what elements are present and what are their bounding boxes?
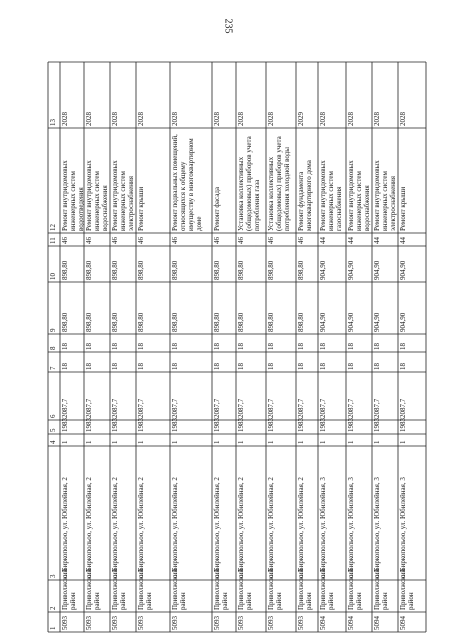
table-cell: 2087,7 — [347, 398, 355, 418]
table-cell: с. Биркопольоо, ул. Юбилейная, 2 — [237, 477, 245, 578]
table-cell: 1 — [137, 440, 145, 444]
table-cell: Установка коллективных (общедомовых) приборов учета потребления газа — [237, 136, 261, 231]
table-cell: 898,80 — [267, 312, 275, 332]
table-cell: 904,90 — [347, 312, 355, 332]
table-cell: 5093 — [267, 616, 275, 630]
table-cell: 1 — [267, 440, 275, 444]
column-header-3: 3 — [49, 574, 57, 578]
table-cell: 5093 — [61, 616, 69, 630]
table-cell: с. Биркопольоо, ул. Юбилейная, 2 — [111, 477, 119, 578]
table-cell: 904,90 — [319, 312, 327, 332]
table-cell: Приволжский район — [237, 568, 253, 610]
table-cell: 1 — [171, 440, 179, 444]
table-cell: 2087,7 — [213, 398, 221, 418]
table-cell: Приволжский район — [171, 568, 187, 610]
table-cell: 18 — [111, 343, 119, 350]
table-cell: 1 — [85, 440, 93, 444]
table-cell: 2087,7 — [267, 398, 275, 418]
column-header-2: 2 — [49, 606, 57, 610]
column-header-9: 9 — [49, 328, 57, 332]
table-cell: 1 — [373, 440, 381, 444]
table-cell: 5093 — [171, 616, 179, 630]
table-cell: Приволжский район — [267, 568, 283, 610]
table-cell: 1983 — [297, 418, 305, 432]
table-cell: 5094 — [319, 616, 327, 630]
table-cell: с. Биркопольоо, ул. Юбилейная, 3 — [373, 477, 381, 578]
column-header-11: 11 — [49, 237, 57, 244]
table-cell: 1 — [237, 440, 245, 444]
table-cell: 1983 — [111, 418, 119, 432]
table-cell: 1983 — [347, 418, 355, 432]
table-cell: 2028 — [237, 112, 245, 126]
table-cell: 2028 — [111, 112, 119, 126]
table-cell: 46 — [237, 237, 245, 244]
table-cell: с. Биркопольоо, ул. Юбилейная, 2 — [213, 477, 221, 578]
table-cell: Ремонт подвальных помещений, относящихся к общему имуществу в многоквартирном доме — [171, 134, 203, 231]
table-cell: Ремонт внутридомовых инженерных систем водоснабжения — [347, 160, 371, 231]
table-cell: 898,80 — [297, 260, 305, 280]
page-number — [218, 6, 238, 46]
table-cell: 898,80 — [267, 260, 275, 280]
table-cell: 18 — [373, 363, 381, 370]
table-cell: 1983 — [85, 418, 93, 432]
table-cell: 898,80 — [111, 312, 119, 332]
table-cell: 18 — [171, 343, 179, 350]
table-cell: 5094 — [347, 616, 355, 630]
table-cell: с. Биркопольоо, ул. Юбилейная, 3 — [319, 477, 327, 578]
table-cell: 18 — [137, 363, 145, 370]
table-cell: 1983 — [267, 418, 275, 432]
column-header-6: 6 — [49, 414, 57, 418]
table-cell: Ремонт внутридомовых инженерных систем электроснабжения — [111, 160, 135, 231]
table-cell: 1983 — [61, 418, 69, 432]
table-cell: 898,80 — [85, 260, 93, 280]
table-cell: 898,80 — [111, 260, 119, 280]
table-cell: 18 — [399, 363, 407, 370]
table-cell: 898,80 — [171, 312, 179, 332]
table-cell: 2087,7 — [373, 398, 381, 418]
table-cell: Ремонт внутридомовых инженерных систем газоснабжения — [319, 160, 343, 231]
table-cell: 2028 — [85, 112, 93, 126]
table-cell: 46 — [213, 237, 221, 244]
table-cell: 46 — [85, 237, 93, 244]
table-cell: 5093 — [213, 616, 221, 630]
table-cell: 18 — [297, 363, 305, 370]
table-cell: 18 — [267, 343, 275, 350]
column-header-12: 12 — [49, 224, 57, 231]
table-cell: 904,90 — [347, 260, 355, 280]
table-cell: 2087,7 — [297, 398, 305, 418]
table-cell: 904,90 — [319, 260, 327, 280]
table-cell: 44 — [319, 237, 327, 244]
table-cell: 2087,7 — [171, 398, 179, 418]
table-cell: 904,90 — [373, 260, 381, 280]
table-cell: 1 — [347, 440, 355, 444]
page-number-text: 235 — [222, 18, 234, 34]
table-cell: 18 — [319, 363, 327, 370]
table-cell: Приволжский район — [297, 568, 313, 610]
table-cell: Приволжский район — [61, 568, 77, 610]
table-cell: Ремонт внутридомовых инженерных систем электроснабжения — [373, 160, 397, 231]
column-header-1: 1 — [49, 626, 57, 630]
table-cell: 904,90 — [399, 260, 407, 280]
table-cell: 1983 — [399, 418, 407, 432]
table-cell: 18 — [213, 363, 221, 370]
table-cell: 898,80 — [213, 312, 221, 332]
table-cell: 2087,7 — [61, 398, 69, 418]
table-cell: с. Биркопольоо, ул. Юбилейная, 2 — [85, 477, 93, 578]
column-header-5: 5 — [49, 428, 57, 432]
table-cell: 18 — [111, 363, 119, 370]
table-cell: 1 — [399, 440, 407, 444]
table-cell: 18 — [297, 343, 305, 350]
table-cell: с. Биркопольоо, ул. Юбилейная, 2 — [137, 477, 145, 578]
column-header-4: 4 — [49, 440, 57, 444]
table-cell: с. Биркопольоо, ул. Юбилейная, 3 — [347, 477, 355, 578]
table-cell: Ремонт фундамента многоквартирного дома — [297, 160, 313, 231]
table-cell: 18 — [237, 363, 245, 370]
table-cell: 18 — [85, 343, 93, 350]
table-cell: Приволжский район — [373, 568, 389, 610]
table-cell: 2087,7 — [137, 398, 145, 418]
table-cell: 18 — [373, 343, 381, 350]
table-cell: 1983 — [319, 418, 327, 432]
table-cell: 1983 — [373, 418, 381, 432]
table-cell: Приволжский район — [347, 568, 363, 610]
table-cell: Ремонт фасада — [213, 186, 221, 231]
table-cell: 18 — [171, 363, 179, 370]
table-cell: 898,80 — [85, 312, 93, 332]
table-cell: 1 — [297, 440, 305, 444]
table-cell: 2087,7 — [111, 398, 119, 418]
table-cell: 46 — [171, 237, 179, 244]
table-cell: 1983 — [213, 418, 221, 432]
table-cell: 5093 — [297, 616, 305, 630]
column-header-8: 8 — [49, 346, 57, 350]
table-cell: 18 — [61, 343, 69, 350]
table-cell: с. Биркопольоо, ул. Юбилейная, 2 — [297, 477, 305, 578]
table-cell: с. Биркопольоо, ул. Юбилейная, 2 — [61, 477, 69, 578]
table-cell: Ремонт крыши — [137, 186, 145, 231]
table-cell: 2028 — [399, 112, 407, 126]
table-cell: 5094 — [399, 616, 407, 630]
table-cell: 18 — [137, 343, 145, 350]
table-cell: 1983 — [237, 418, 245, 432]
table-cell: Приволжский район — [85, 568, 101, 610]
table-cell: 1983 — [137, 418, 145, 432]
table-cell: 18 — [399, 343, 407, 350]
table-cell: 5094 — [373, 616, 381, 630]
table-cell: 46 — [137, 237, 145, 244]
table-cell: 46 — [267, 237, 275, 244]
table-cell: 18 — [61, 363, 69, 370]
table-cell: 18 — [347, 363, 355, 370]
table-cell: 904,90 — [399, 312, 407, 332]
table-cell: 18 — [85, 363, 93, 370]
table-cell: 2028 — [137, 112, 145, 126]
table-cell: 898,80 — [237, 260, 245, 280]
table-cell: 5093 — [137, 616, 145, 630]
table-cell: Ремонт внутридомовых инженерных систем водоснабжения — [85, 160, 109, 231]
column-header-10: 10 — [49, 273, 57, 280]
table-cell: 44 — [399, 237, 407, 244]
table-cell: 2028 — [171, 112, 179, 126]
table-cell: с. Биркопольоо, ул. Юбилейная, 2 — [171, 477, 179, 578]
table-cell: 898,80 — [61, 312, 69, 332]
table-cell: 1983 — [171, 418, 179, 432]
table-cell: 898,80 — [171, 260, 179, 280]
table-cell: Приволжский район — [399, 568, 415, 610]
table-cell: 18 — [213, 343, 221, 350]
table-cell: Установка коллективных (общедомовых) приборов учета потребления холодной воды — [267, 136, 291, 231]
table-cell: Приволжский район — [319, 568, 335, 610]
table-cell: 18 — [237, 343, 245, 350]
table-cell: Ремонт крыши — [399, 186, 407, 231]
table-cell: 2028 — [61, 112, 69, 126]
table-cell: 46 — [297, 237, 305, 244]
table-cell: 2087,7 — [319, 398, 327, 418]
table-cell: 18 — [319, 343, 327, 350]
table-cell: 18 — [267, 363, 275, 370]
table-cell: 2087,7 — [399, 398, 407, 418]
table-cell: 44 — [373, 237, 381, 244]
table-cell: 2087,7 — [237, 398, 245, 418]
column-header-13: 13 — [49, 119, 57, 126]
table-cell: 2028 — [347, 112, 355, 126]
table-cell: 5093 — [85, 616, 93, 630]
table-cell: 2028 — [373, 112, 381, 126]
table-cell: 18 — [347, 343, 355, 350]
table-cell: 898,80 — [61, 260, 69, 280]
table-cell: 5093 — [111, 616, 119, 630]
table-cell: 1 — [319, 440, 327, 444]
table-cell: с. Биркопольоо, ул. Юбилейная, 2 — [267, 477, 275, 578]
table-cell: 46 — [111, 237, 119, 244]
table-cell: 2028 — [267, 112, 275, 126]
table-cell: 904,90 — [373, 312, 381, 332]
table-cell: 2087,7 — [85, 398, 93, 418]
table-cell: 898,80 — [297, 312, 305, 332]
table-cell: 898,80 — [137, 312, 145, 332]
column-header-7: 7 — [49, 366, 57, 370]
table-cell: 898,80 — [213, 260, 221, 280]
table-cell: 1 — [61, 440, 69, 444]
table-cell: 46 — [61, 237, 69, 244]
table-cell: 898,80 — [237, 312, 245, 332]
table-cell: Ремонт внутридомовых инженерных систем водоотведения — [61, 160, 85, 231]
table-cell: Приволжский район — [213, 568, 229, 610]
table-cell: 898,80 — [137, 260, 145, 280]
table-cell: 1 — [213, 440, 221, 444]
table-cell: 2028 — [319, 112, 327, 126]
table-cell: 44 — [347, 237, 355, 244]
table-cell: 5093 — [237, 616, 245, 630]
table-cell: 2028 — [213, 112, 221, 126]
table-cell: Приволжский район — [111, 568, 127, 610]
table-cell: 1 — [111, 440, 119, 444]
table-cell: Приволжский район — [137, 568, 153, 610]
table-cell: 2029 — [297, 112, 305, 126]
table-cell: с. Биркопольоо, ул. Юбилейная, 3 — [399, 477, 407, 578]
